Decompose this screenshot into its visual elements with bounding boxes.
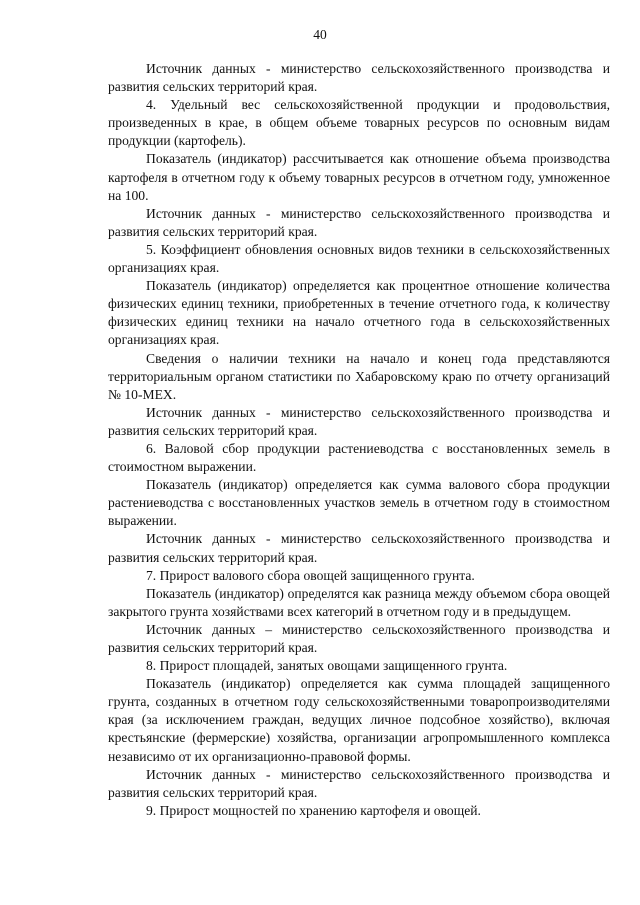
paragraph-source-7: Источник данных – министерство сельскохозяйственного производства и развития сельских территорий края. [108, 621, 610, 655]
paragraph-indicator-8: Показатель (индикатор) определяется как сумма площадей защищенного грунта, созданных в отчетном году сельскохозяйственными товаропроизводителями края (за исключением граждан, ведущих личное подсобное хозяйство), включая крестьянские (фермерские) хозяйства, организации агропромышленного комплекса независимо от их организационно-правовой формы. [108, 676, 610, 764]
paragraph-indicator-6: Показатель (индикатор) определяется как сумма валового сбора продукции растениеводства с восстановленных участков земель в отчетном году в стоимостном выражении. [108, 477, 610, 529]
paragraph-item-6: 6. Валовой сбор продукции растениеводства с восстановленных земель в стоимостном выражении. [108, 440, 610, 475]
document-body [108, 60, 610, 820]
paragraph-source-4: Источник данных - министерство сельскохозяйственного производства и развития сельских территорий края. [108, 205, 610, 239]
paragraph-indicator-5: Показатель (индикатор) определяется как процентное отношение количества физических единиц техники, приобретенных в течение отчетного года, к количеству физических единиц техники на начало отчетного года в сельскохозяйственных организациях края. [108, 278, 610, 348]
paragraph-item-4: 4. Удельный вес сельскохозяйственной продукции и продовольствия, произведенных в крае, в общем объеме товарных ресурсов по основным видам продукции (картофель). [108, 97, 610, 149]
paragraph-item-9: 9. Прирост мощностей по хранению картофеля и овощей. [146, 802, 481, 818]
paragraph-info-5: Сведения о наличии техники на начало и конец года представляются территориальным органом статистики по Хабаровскому краю по отчету организаций № 10-МЕХ. [108, 350, 610, 402]
paragraph-item-5: 5. Коэффициент обновления основных видов техники в сельскохозяйственных организациях края. [108, 241, 610, 276]
paragraph-indicator-7: Показатель (индикатор) определятся как разница между объемом сбора овощей закрытого грунта хозяйствами всех категорий в отчетном году и в предыдущем. [108, 585, 610, 619]
paragraph-indicator-4: Показатель (индикатор) рассчитывается как отношение объема производства картофеля в отчетном году к объему товарных ресурсов в отчетном году, умноженное на 100. [108, 151, 610, 203]
paragraph-item-7: 7. Прирост валового сбора овощей защищенного грунта. [146, 567, 475, 583]
paragraph-source-1: Источник данных - министерство сельскохозяйственного производства и развития сельских территорий края. [108, 61, 610, 95]
page-number: 40 [313, 27, 327, 42]
paragraph-source-6: Источник данных - министерство сельскохозяйственного производства и развития сельских территорий края. [108, 531, 610, 565]
paragraph-source-5: Источник данных - министерство сельскохозяйственного производства и развития сельских территорий края. [108, 404, 610, 438]
paragraph-item-8: 8. Прирост площадей, занятых овощами защищенного грунта. [146, 658, 508, 674]
paragraph-source-8: Источник данных - министерство сельскохозяйственного производства и развития сельских территорий края. [108, 766, 610, 800]
